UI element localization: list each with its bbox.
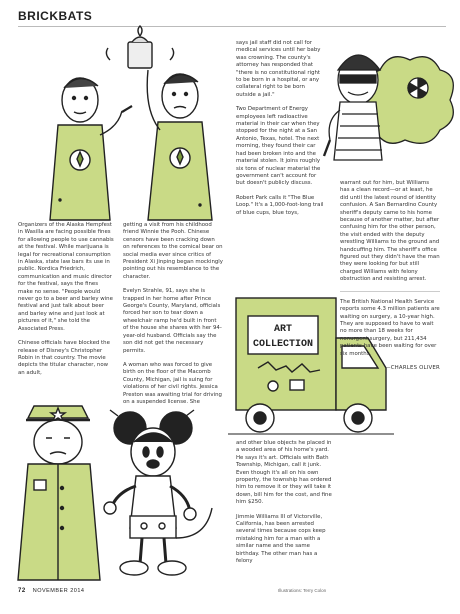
- hempfest-illustration: [40, 30, 220, 220]
- article-column-3: [236, 40, 324, 224]
- jail-birth-continued-paragraph: says jail staff did not call for medical services until her baby was crowning. The county's attorney has responded that "there is no constitutional right to be born in a hospital, or any collateral right to be born outside a jail.": [236, 40, 321, 98]
- issue-date: NOVEMBER 2014: [32, 588, 85, 594]
- article-column-4: [340, 180, 440, 379]
- jimmie-williams-continued-paragraph: warrant out for him, but Williams has a clean record—or at least, he did until the latest round of identity confusion. A San Bernardino County sheriff's deputy came to his home because of another matter, but after confusing him for the other person, the visit ended with the deputy wrestling Williams to the ground and handcuffing him. The sheriff's office figured out they didn't have the man they were looking for but still charged Williams with felony obstruction and resisting arrest.: [340, 180, 440, 283]
- nhs-paragraph: The British National Health Service reports some 4.3 million patients are waiting on surgery, a 10-year high. They are supposed to have to wait no more than 18 weeks for nonurgent surgery, but 211,434 patients have been waiting for over six months.: [340, 298, 440, 357]
- truck-sign-line1: ART: [273, 324, 293, 335]
- jimmie-williams-paragraph: Jimmie Williams III of Victorville, California, has been arrested several times because cops keep mistaking him for a man with a similar name and the same birthday. The other man has a felony: [236, 513, 326, 565]
- burglar-illustration: [320, 40, 455, 160]
- page-footer: [18, 588, 84, 594]
- page-number: 72: [18, 588, 26, 594]
- header-rule: [18, 26, 446, 27]
- article-column-3-lower: [236, 440, 332, 573]
- illustration-credit: Illustrations: Terry Colon: [278, 588, 327, 593]
- hempfest-paragraph: Organizers of the Alaska Hempfest in Wasilla are facing possible fines for allowing people to use cannabis at the festival. While marijuana is legal for recreational consumption in Alaska, state law bars its use in public. Nordica Friedrich, communication and music director for the festival, says the fines make no sense. "People would never go to a beer and barley wine festival and just talk about beer and barley wine and just look at pictures of it," she told the Associated Press.: [18, 222, 114, 332]
- section-title: BRICKBATS: [18, 9, 93, 23]
- wheelchair-ramp-paragraph: Evelyn Strahle, 91, says she is trapped in her home after Prince George's County, Maryland, officials forced her son to tear down a wheelchair ramp he'd built in front of the house she shares with her 94-year-old husband. Officials say the son did not get the necessary permits.: [123, 288, 222, 354]
- jail-birth-paragraph: A woman who was forced to give birth on the floor of the Macomb County, Michigan, jail is suing for violations of her civil rights. Jessica Preston was awaiting trial for driving on a suspended license. She: [123, 361, 222, 405]
- winnie-the-pooh-paragraph: getting a visit from his childhood friend Winnie the Pooh. Chinese censors have been cracking down on references to the comical bear on social media ever since critics of President Xi Jinping began mockingly pointing out his resemblance to the character.: [123, 222, 223, 280]
- article-column-1: [18, 222, 114, 384]
- officer-mouse-illustration: [18, 398, 226, 580]
- truck-sign-line2: COLLECTION: [252, 339, 314, 350]
- blue-loop-paragraph: Robert Park calls it "The Blue Loop." It's a 1,000-foot-long trail of blue cups, blue toys,: [236, 194, 324, 216]
- radioactive-paragraph: Two Department of Energy employees left radioactive material in their car when they stopped for the night at a San Antonio, Texas, hotel. The next morning, they found their car had been broken into and the material stolen. It joins roughly six tons of nuclear material the government can't account for but doesn't publicly discuss.: [236, 106, 321, 187]
- column-divider: [340, 291, 440, 292]
- blue-loop-continued-paragraph: and other blue objects he placed in a wooded area of his home's yard. He says it's art. Officials with Bath Township, Michigan, call it junk. Even though it's all on his own property, the township has ordered him to remove it or they will take it down, bill him for the cost, and fine him $250.: [236, 440, 332, 506]
- author-signature: —CHARLES OLIVER: [385, 364, 440, 371]
- christopher-robin-paragraph: Chinese officials have blocked the release of Disney's Christopher Robin in that country. The movie depicts the titular character, now an adult,: [18, 340, 110, 376]
- article-column-2: [123, 222, 223, 413]
